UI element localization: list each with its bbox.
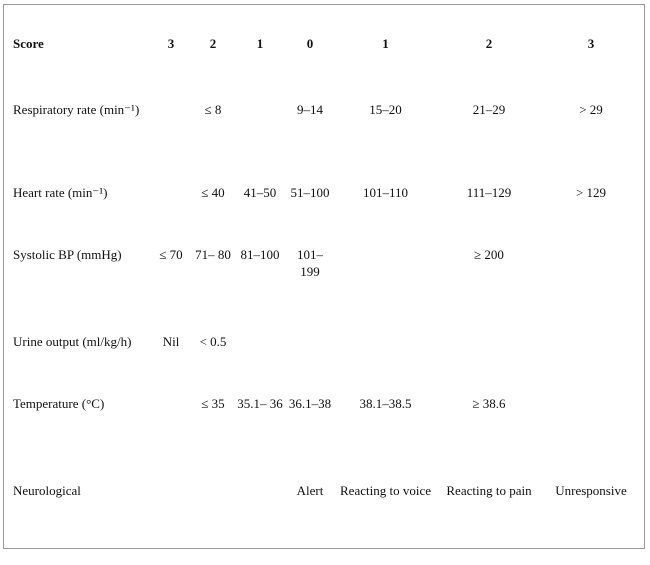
header-score: Score <box>13 36 44 51</box>
table-cell <box>334 333 437 395</box>
table-row <box>13 184 641 246</box>
table-row <box>13 482 641 565</box>
table-cell: 111–129 <box>466 185 512 200</box>
table-cell: 101– 199 <box>297 247 323 279</box>
table-cell <box>150 101 192 184</box>
table-row <box>13 395 641 482</box>
header-score-3-low: 3 <box>167 36 175 51</box>
table-cell: ≥ 38.6 <box>472 396 506 411</box>
header-score-2-high: 2 <box>485 36 493 51</box>
row-label: Temperature (°C) <box>13 396 105 411</box>
header-score-3-high: 3 <box>587 36 595 51</box>
table-cell <box>150 184 192 246</box>
header-score-0: 0 <box>306 36 314 51</box>
table-cell: Reacting to pain <box>446 483 532 498</box>
table-cell: ≤ 70 <box>159 247 183 262</box>
table-cell <box>234 482 286 565</box>
row-label: Urine output (ml/kg/h) <box>13 334 132 349</box>
table-cell <box>192 482 234 565</box>
table-cell: 71– 80 <box>195 247 231 262</box>
table-cell: Unresponsive <box>555 483 627 498</box>
header-score-1-high: 1 <box>382 36 389 51</box>
table-cell: > 29 <box>579 102 603 117</box>
table-row <box>13 333 641 395</box>
row-label: Systolic BP (mmHg) <box>13 247 122 262</box>
table-cell: ≤ 40 <box>201 185 225 200</box>
table-cell: Reacting to voice <box>340 483 431 498</box>
table-cell <box>334 246 437 333</box>
table-cell: 36.1–38 <box>288 396 332 411</box>
table-cell: 101–110 <box>362 185 409 200</box>
table-cell: 35.1– 36 <box>237 396 283 411</box>
table-cell <box>437 333 541 395</box>
table-frame <box>3 4 645 549</box>
table-cell: < 0.5 <box>199 334 227 349</box>
table-cell <box>234 101 286 184</box>
table-cell: > 129 <box>575 185 607 200</box>
header-score-1-low: 1 <box>256 36 264 51</box>
table-cell: 21–29 <box>472 102 506 117</box>
table-cell <box>150 395 192 482</box>
row-label: Respiratory rate (min⁻¹) <box>13 102 140 117</box>
table-row <box>13 101 641 184</box>
row-label: Neurological <box>13 483 81 498</box>
table-cell: 15–20 <box>369 102 402 117</box>
table-header-row <box>13 35 641 101</box>
table-cell <box>286 333 334 395</box>
table-cell <box>541 333 641 395</box>
table-cell <box>541 395 641 482</box>
table-cell: ≥ 200 <box>474 247 504 262</box>
table-cell: ≤ 35 <box>201 396 225 411</box>
early-warning-score-table <box>13 35 641 565</box>
table-cell: Alert <box>296 483 324 498</box>
table-cell: Nil <box>162 334 180 349</box>
table-cell: ≤ 8 <box>204 102 222 117</box>
table-cell: 51–100 <box>290 185 330 200</box>
table-cell <box>150 482 192 565</box>
row-label: Heart rate (min⁻¹) <box>13 185 108 200</box>
table-row <box>13 246 641 333</box>
table-cell <box>234 333 286 395</box>
table-cell: 38.1–38.5 <box>359 396 412 411</box>
table-cell: 41–50 <box>243 185 277 200</box>
table-cell <box>541 246 641 333</box>
table-cell: 9–14 <box>297 102 323 117</box>
header-score-2-low: 2 <box>209 36 217 51</box>
table-cell: 81–100 <box>240 247 280 262</box>
